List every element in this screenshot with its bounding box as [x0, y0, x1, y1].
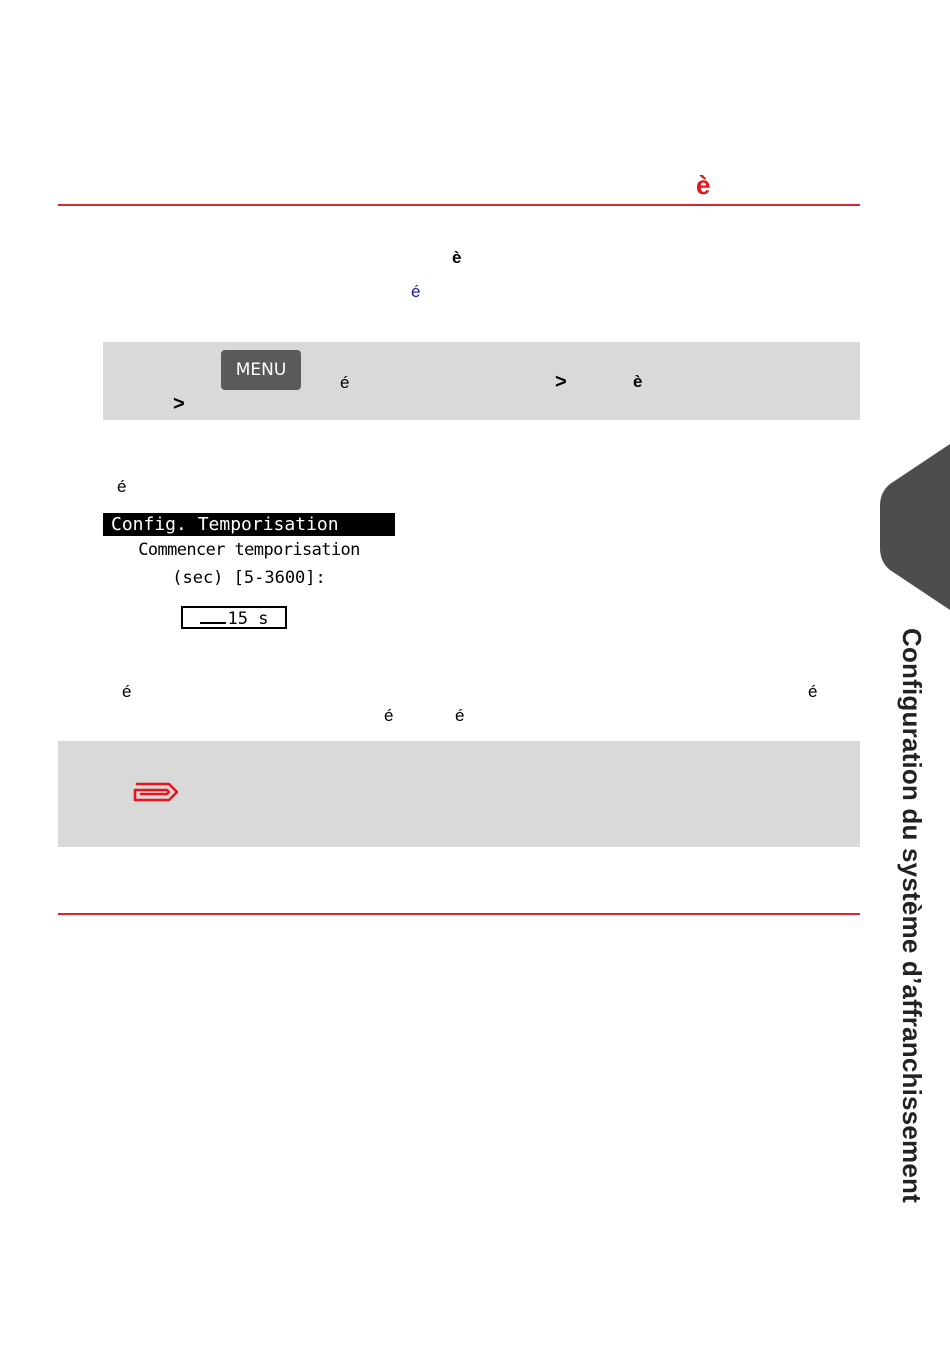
paragraph-text-4: é — [455, 706, 465, 725]
intro-text: è — [452, 248, 462, 267]
lcd-value: 15 s — [227, 609, 269, 629]
instruction-text: é — [340, 373, 350, 392]
path-separator-1: > — [555, 371, 567, 393]
instruction-path-item: è — [633, 372, 643, 391]
path-separator-2: > — [173, 393, 185, 415]
paragraph-text-3: é — [384, 706, 394, 725]
chapter-tab — [880, 444, 950, 610]
section-rule-top — [58, 204, 860, 206]
instruction-box — [103, 342, 860, 420]
chapter-label: Configuration du système d’affranchissement — [897, 628, 927, 1203]
lcd-value-field[interactable] — [181, 606, 287, 629]
step-text: é — [117, 477, 127, 496]
lcd-title: Config. Temporisation — [103, 513, 395, 536]
intro-link[interactable]: é — [411, 282, 421, 301]
section-rule-bottom — [58, 913, 860, 915]
section-title: è — [696, 170, 711, 200]
paragraph-text-1: é — [122, 682, 132, 701]
paragraph-text-2: é — [808, 682, 818, 701]
lcd-range: (sec) [5-3600]: — [172, 568, 326, 588]
lcd-prompt: Commencer temporisation — [138, 540, 360, 560]
menu-button[interactable]: MENU — [221, 350, 301, 390]
cursor-underline — [200, 608, 226, 624]
paperclip-icon — [131, 779, 181, 805]
lcd-screen — [103, 512, 395, 654]
